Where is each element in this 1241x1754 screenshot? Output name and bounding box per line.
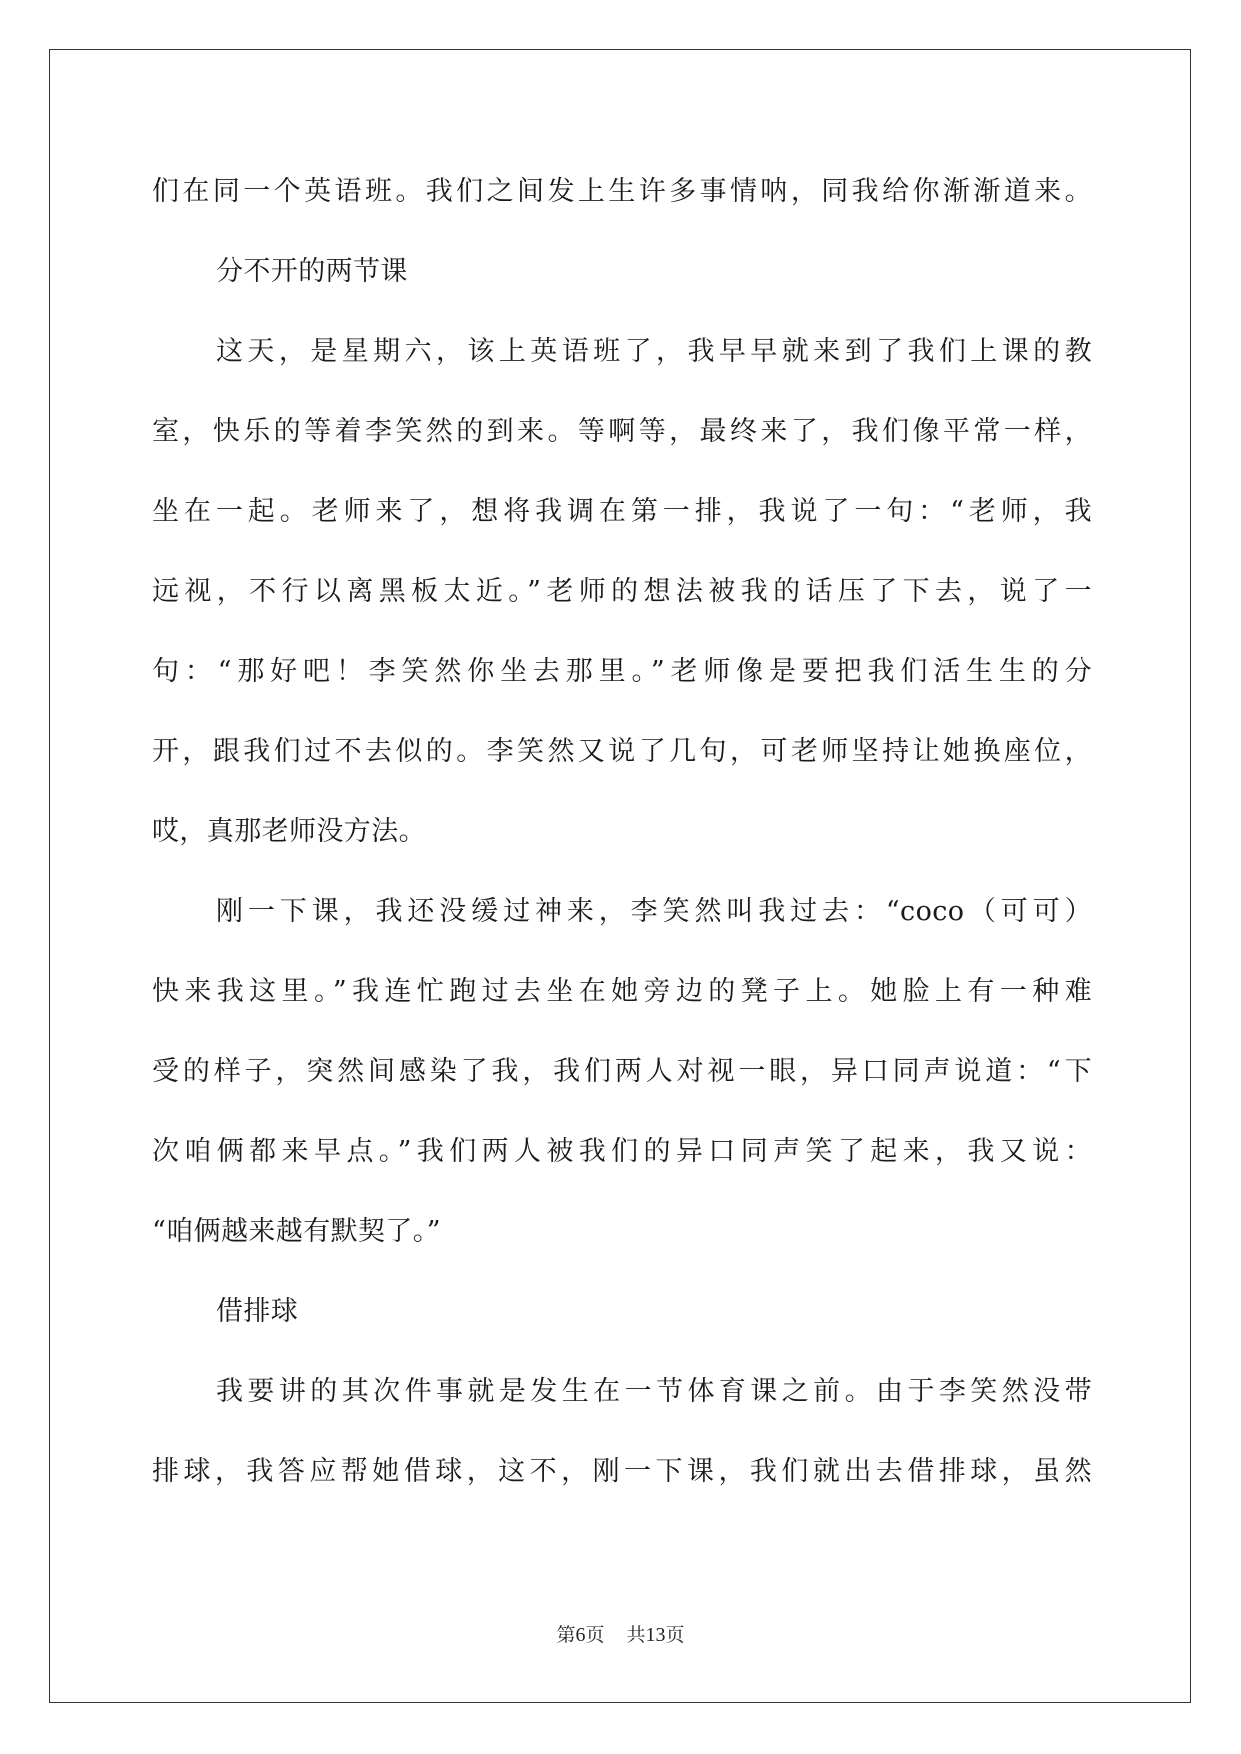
paragraph-line: 这天，是星期六，该上英语班了，我早早就来到了我们上课的教 xyxy=(216,336,1092,367)
paragraph-line: 受的样子，突然间感染了我，我们两人对视一眼，异口同声说道：“下 xyxy=(152,1056,1092,1087)
page-suffix: 页 xyxy=(585,1624,605,1646)
paragraph-line: 哎，真那老师没方法。 xyxy=(152,816,426,847)
total-prefix: 共 xyxy=(626,1624,646,1646)
paragraph-line: 刚一下课，我还没缓过神来，李笑然叫我过去：“coco（可可） xyxy=(216,896,1092,927)
paragraph-line: 次咱俩都来早点。”我们两人被我们的异口同声笑了起来，我又说： xyxy=(152,1136,1092,1167)
page-footer xyxy=(0,1620,1241,1647)
section-heading: 分不开的两节课 xyxy=(216,256,408,287)
paragraph-line: 室，快乐的等着李笑然的到来。等啊等，最终来了，我们像平常一样， xyxy=(152,416,1092,447)
paragraph-line: 句：“那好吧！李笑然你坐去那里。”老师像是要把我们活生生的分 xyxy=(152,656,1092,687)
total-pages: 13 xyxy=(645,1624,666,1646)
paragraph-line: 坐在一起。老师来了，想将我调在第一排，我说了一句：“老师，我 xyxy=(152,496,1092,527)
document-body xyxy=(152,164,1092,1524)
paragraph-line: 远视，不行以离黑板太近。”老师的想法被我的话压了下去，说了一 xyxy=(152,576,1092,607)
paragraph-line: 排球，我答应帮她借球，这不，刚一下课，我们就出去借排球，虽然 xyxy=(152,1456,1092,1487)
page-number: 6 xyxy=(575,1624,586,1646)
paragraph-line: 我要讲的其次件事就是发生在一节体育课之前。由于李笑然没带 xyxy=(216,1376,1092,1407)
paragraph-line: 们在同一个英语班。我们之间发上生许多事情呐，同我给你渐渐道来。 xyxy=(152,176,1092,207)
paragraph-line: 快来我这里。”我连忙跑过去坐在她旁边的凳子上。她脸上有一种难 xyxy=(152,976,1092,1007)
paragraph-line: “咱俩越来越有默契了。” xyxy=(152,1216,441,1247)
total-suffix: 页 xyxy=(665,1624,685,1646)
section-heading: 借排球 xyxy=(216,1296,299,1327)
page-prefix: 第 xyxy=(556,1624,576,1646)
paragraph-line: 开，跟我们过不去似的。李笑然又说了几句，可老师坚持让她换座位， xyxy=(152,736,1092,767)
